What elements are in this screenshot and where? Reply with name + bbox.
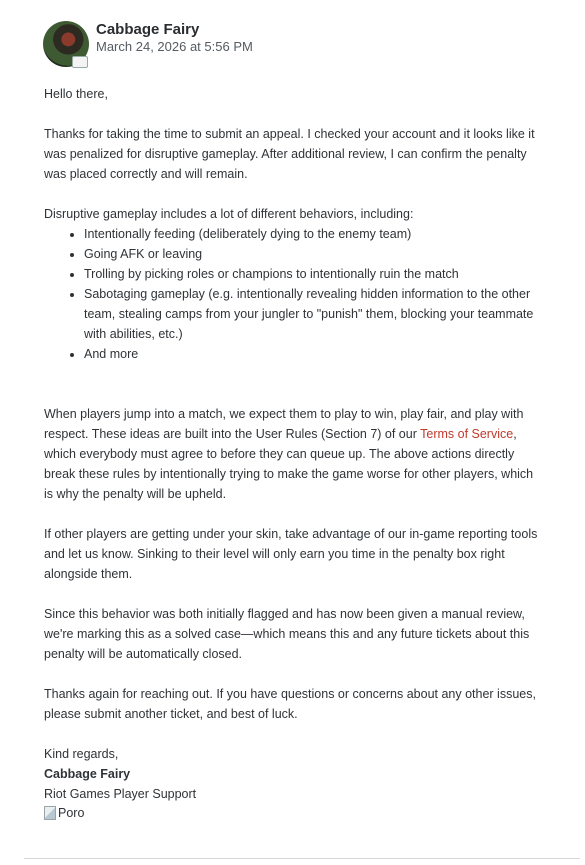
paragraph-closing: Thanks again for reaching out. If you have questions or concerns about any other issues, please submit another ticket, and best of luck.: [44, 687, 536, 721]
comment-timestamp: March 24, 2026 at 5:56 PM: [96, 39, 253, 54]
list-item: • Going AFK or leaving: [84, 244, 544, 264]
comment-body: [44, 84, 544, 826]
list-item: • Trolling by picking roles or champions to intentionally ruin the match: [84, 264, 544, 284]
poro-image: [44, 804, 84, 822]
list-item: • And more: [84, 344, 544, 364]
rules-text-start: When players jump into a match, we expect them to play to win, play fair, and play with respect. These ideas are built into the User Rules (Section 7) of our: [44, 407, 524, 441]
paragraph-appeal-result: Thanks for taking the time to submit an appeal. I checked your account and it looks like it was penalized for disruptive gameplay. After additional review, I can confirm the penalty was placed correctly and will remain.: [44, 127, 535, 181]
signature-name: Cabbage Fairy: [44, 767, 131, 781]
signature-team: Riot Games Player Support: [44, 787, 197, 801]
list-item: • Intentionally feeding (deliberately dying to the enemy team): [84, 224, 544, 244]
list-intro: Disruptive gameplay includes a lot of different behaviors, including:: [44, 207, 414, 221]
avatar-badge-icon: [72, 56, 88, 68]
signoff: Kind regards,: [44, 747, 119, 761]
image-alt-text: Poro: [58, 806, 85, 820]
paragraph-solved-case: Since this behavior was both initially flagged and has now been given a manual review, we're marking this as a solved case—which means this and any future tickets about this penalty will be automatically closed.: [44, 607, 530, 661]
broken-image-icon: [44, 806, 56, 820]
paragraph-reporting: If other players are getting under your skin, take advantage of our in-game reporting tools and let us know. Sinking to their level will only earn you time in the penalty box right alongside them.: [44, 527, 538, 581]
greeting: Hello there,: [44, 87, 108, 101]
divider: [24, 858, 580, 859]
behaviors-list: [44, 224, 544, 364]
rules-text-end: , which everybody must agree to before they can queue up. The above actions directly break these rules by intentionally trying to make the game worse for other players, which is why the penalty will be upheld.: [44, 427, 534, 501]
paragraph-rules: [44, 404, 544, 504]
list-item: • Sabotaging gameplay (e.g. intentionally revealing hidden information to the other team, stealing camps from your jungler to "punish" them, blocking your teammate with abilities, etc.): [84, 284, 544, 344]
terms-of-service-link[interactable]: Terms of Service: [420, 427, 514, 441]
author-name[interactable]: Cabbage Fairy: [96, 21, 200, 38]
